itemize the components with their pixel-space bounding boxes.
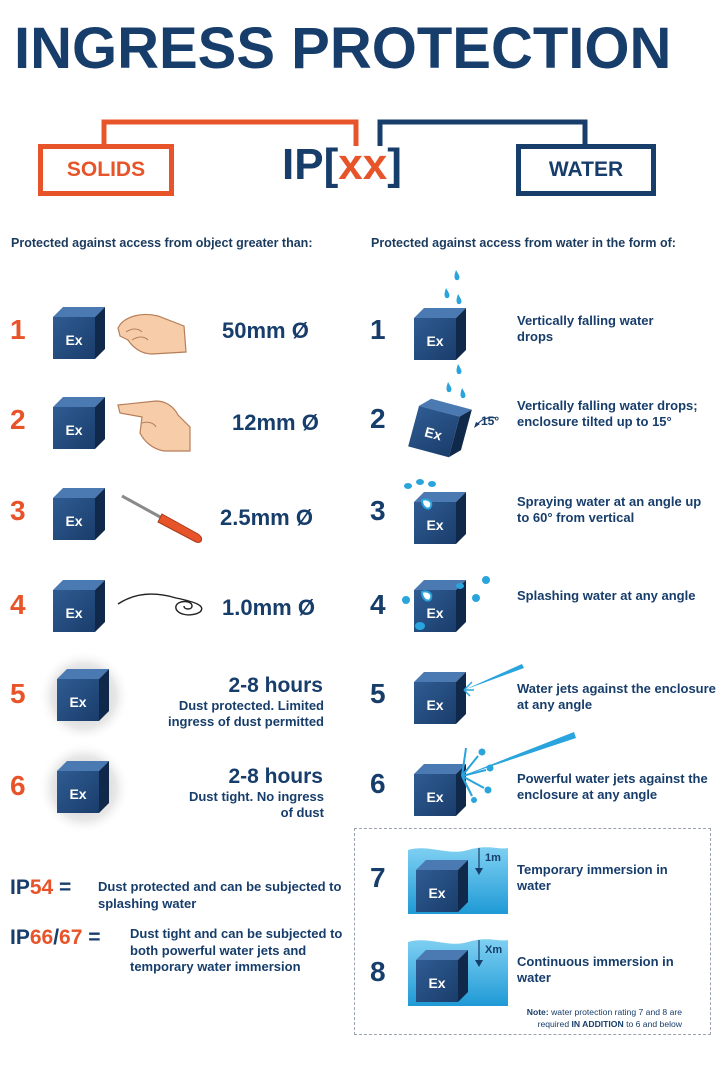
water-desc-8: Continuous immersion in water (517, 954, 674, 986)
solids-num-1: 1 (10, 314, 26, 345)
solids-num-4: 4 (10, 589, 26, 620)
water-num-6: 6 (370, 768, 386, 799)
cube-label: Ex (426, 789, 444, 805)
cube-label: Ex (423, 423, 444, 444)
water-num-5: 5 (370, 678, 386, 709)
example-ip54-desc: Dust protected and can be subjected to splashing water (98, 879, 342, 911)
water-splash-cube (400, 572, 496, 638)
solids-num-2: 2 (10, 404, 26, 435)
ip-code-header: IP[xx] (282, 140, 402, 189)
cube-label: Ex (65, 422, 83, 438)
cube-label: Ex (426, 605, 444, 621)
solids-size-2: 12mm Ø (232, 410, 319, 435)
water-desc-4: Splashing water at any angle (517, 588, 696, 603)
cube-label: Ex (426, 333, 444, 349)
depth-arrow-icon (474, 940, 484, 968)
water-desc-7: Temporary immersion in water (517, 862, 668, 894)
cube-label: Ex (428, 885, 446, 901)
cube-label: Ex (426, 697, 444, 713)
ex-cube (53, 488, 107, 542)
cube-label: Ex (65, 332, 83, 348)
dust-cloud (36, 648, 132, 744)
water-num-2: 2 (370, 403, 386, 434)
ex-cube (53, 397, 107, 451)
water-desc-3: Spraying water at an angle up to 60° from vertical (517, 494, 702, 526)
water-num-3: 3 (370, 495, 386, 526)
depth-arrow-icon (474, 848, 484, 876)
water-spray-cube (400, 478, 470, 550)
ex-cube (53, 580, 107, 634)
example-ip6667-code: IP66/67 = (10, 926, 101, 949)
solids-size-1: 50mm Ø (222, 318, 309, 343)
water-desc-5: Water jets against the enclosure at any angle (517, 681, 716, 713)
ex-cube (53, 307, 107, 361)
water-desc-1: Vertically falling water drops (517, 313, 654, 345)
depth-label-7: 1m (485, 852, 501, 864)
water-drop-icon (447, 364, 466, 398)
page-title: INGRESS PROTECTION (14, 16, 672, 81)
water-label: WATER (516, 144, 656, 196)
cube-label: Ex (428, 975, 446, 991)
solids-num-5: 5 (10, 678, 26, 709)
immersion-note: Note: water protection rating 7 and 8 are required IN ADDITION to 6 and below (526, 1007, 682, 1029)
water-num-8: 8 (370, 956, 386, 987)
cube-label: Ex (69, 786, 87, 802)
example-ip54-code: IP54 = (10, 876, 72, 899)
cube-label: Ex (65, 605, 83, 621)
solids-label: SOLIDS (38, 144, 174, 196)
water-heading: Protected against access from water in the form of: (371, 236, 676, 250)
cube-label: Ex (65, 513, 83, 529)
water-desc-2: Vertically falling water drops; enclosure tilted up to 15° (517, 398, 698, 430)
solids-size-3: 2.5mm Ø (220, 505, 313, 530)
water-drops-tilted-cube (408, 360, 504, 460)
hand-icon (112, 306, 190, 358)
water-num-1: 1 (370, 314, 386, 345)
tilt-angle: 15° (481, 414, 500, 428)
cube-label: Ex (69, 694, 87, 710)
solids-num-3: 3 (10, 495, 26, 526)
example-ip6667-desc: Dust tight and can be subjected to both powerful water jets and temporary water immersion (130, 926, 343, 975)
water-drop-icon (445, 270, 462, 304)
dust-cloud (36, 740, 132, 836)
water-jet-cube (412, 660, 530, 726)
water-drops-cube (412, 268, 468, 364)
cube-label: Ex (426, 517, 444, 533)
water-num-4: 4 (370, 589, 386, 620)
solids-desc-6: Dust tight. No ingress of dust (188, 789, 324, 821)
water-num-7: 7 (370, 862, 386, 893)
wire-icon (116, 588, 212, 620)
screwdriver-icon (118, 492, 210, 544)
depth-label-8: Xm (485, 944, 503, 956)
finger-icon (116, 393, 194, 455)
water-desc-6: Powerful water jets against the enclosure at any angle (517, 771, 708, 803)
solids-heading: Protected against access from object greater than: (11, 236, 313, 250)
solids-desc-5: Dust protected. Limited ingress of dust permitted (167, 698, 324, 730)
solids-num-6: 6 (10, 770, 26, 801)
solids-hours-6: 2-8 hours (228, 765, 323, 788)
solids-size-4: 1.0mm Ø (222, 595, 315, 620)
solids-hours-5: 2-8 hours (228, 674, 323, 697)
